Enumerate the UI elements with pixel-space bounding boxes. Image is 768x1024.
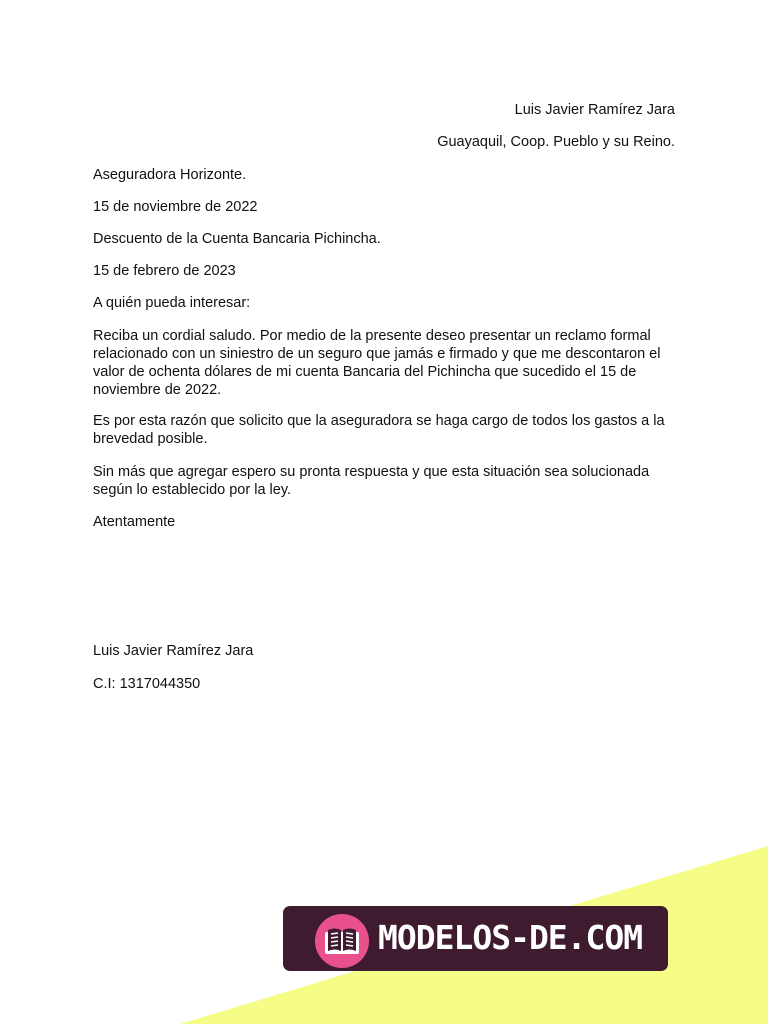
recipient: Aseguradora Horizonte.: [93, 167, 247, 183]
second-date: 15 de febrero de 2023: [93, 263, 236, 279]
signature-id: C.I: 1317044350: [93, 676, 201, 692]
signature-name: Luis Javier Ramírez Jara: [93, 643, 254, 659]
watermark-banner[interactable]: [283, 906, 668, 971]
letter-date: 15 de noviembre de 2022: [93, 199, 258, 215]
body-paragraph-1: Reciba un cordial saludo. Por medio de la presente deseo presentar un reclamo formal relacionado con un siniestro de un seguro que jamás e firmado y que me descontaron el valor de ochenta dólares de mi cuenta Bancaria del Pichincha que sucedido el 15 de noviembre de 2022.: [93, 328, 661, 398]
greeting: A quién pueda interesar:: [93, 295, 251, 311]
logo-badge: [315, 914, 369, 968]
closing: Atentamente: [93, 514, 176, 530]
open-book-icon: [324, 926, 360, 956]
body-paragraph-2: Es por esta razón que solicito que la aseguradora se haga cargo de todos los gastos a la brevedad posible.: [93, 413, 665, 447]
sender-name: Luis Javier Ramírez Jara: [514, 102, 675, 118]
watermark-text: MODELOS-DE.COM: [378, 918, 643, 957]
subject: Descuento de la Cuenta Bancaria Pichincha.: [93, 231, 381, 247]
sender-address: Guayaquil, Coop. Pueblo y su Reino.: [437, 134, 675, 150]
body-paragraph-3: Sin más que agregar espero su pronta respuesta y que esta situación sea solucionada según lo establecido por la ley.: [93, 464, 650, 498]
